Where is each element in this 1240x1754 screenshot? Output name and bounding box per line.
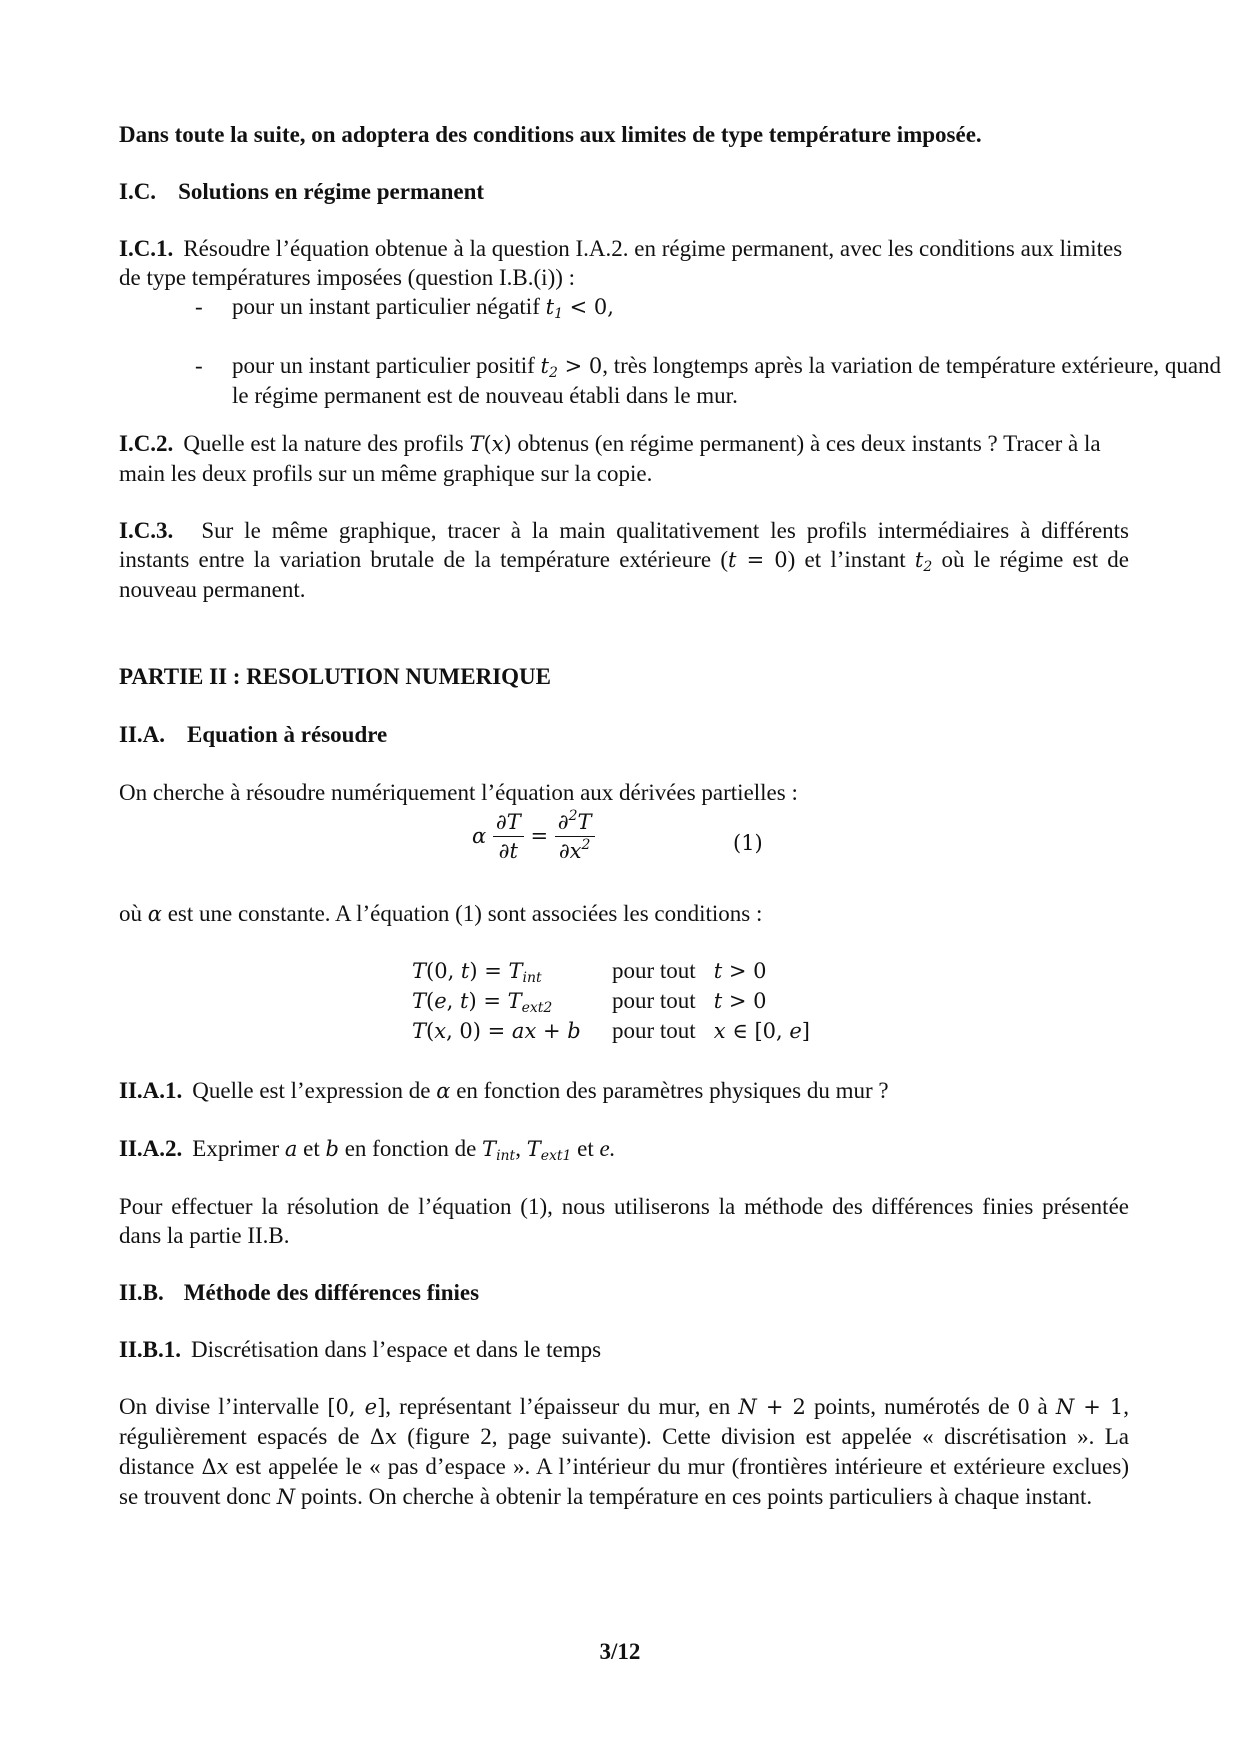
condition-label: pour tout [612, 958, 696, 983]
section-title: Equation à résoudre [187, 722, 388, 747]
question-ic3: I.C.3. Sur le même graphique, tracer à la main qualitativement les profils intermédiaires à différents instants entre la variation brutale de la température extérieure (t = 0) et l’instant $t_2$ où le régime est de nouveau permanent. [119, 518, 1130, 602]
question-label: I.C.2. [119, 431, 174, 456]
text: où [119, 901, 142, 926]
math-t2-positive: $t_2$ [540, 354, 558, 381]
fraction-d2T-dx2: $\frac{\partial^2T}{\partial x^2}$ [555, 808, 595, 865]
question-text-continued: ) et l’instant [787, 547, 906, 572]
method-paragraph: Pour effectuer la résolution de l’équation (1), nous utiliserons la méthode des différences finies présentée dans la partie II.B. [119, 1194, 1129, 1248]
condition-row: T(x, 0) = ax + b pour tout x ∈ [0, e] [412, 1016, 810, 1046]
section-iib-heading [119, 1278, 1129, 1307]
text: et [303, 1136, 320, 1161]
question-label: I.C.1. [119, 236, 174, 261]
math-Tx: T [469, 432, 484, 456]
section-title: Méthode des différences finies [183, 1280, 480, 1305]
equation-number: (1) [733, 831, 763, 855]
question-text: Exprimer [192, 1136, 280, 1161]
part-ii-title: PARTIE II : RESOLUTION NUMERIQUE [119, 664, 551, 689]
condition-label: pour tout [612, 1018, 696, 1043]
subsection-iib1 [119, 1335, 1129, 1364]
section-ic-heading [119, 177, 1129, 206]
list-bullet: - [195, 294, 203, 319]
iia-intro: On cherche à résoudre numériquement l’équation aux dérivées partielles : [119, 780, 798, 805]
section-number: II.A. [119, 722, 166, 747]
equation-heat: α $\frac{\partial T}{\partial t}$ = $\frac{\partial^2T}{\partial x^2}$ [472, 808, 595, 865]
math-t2: $t_2$ [914, 548, 933, 575]
question-text: Quelle est l’expression de [192, 1078, 431, 1103]
page-number: 3/12 [599, 1639, 641, 1664]
text: , représentant l’épaisseur du mur, en [385, 1394, 731, 1419]
question-ic1 [119, 234, 1129, 292]
section-number: I.C. [119, 179, 157, 204]
text: , régulièrement espacés de [119, 1394, 1130, 1449]
discretisation-paragraph: On divise l’intervalle [0, e], représentant l’épaisseur du mur, en N + 2 points, numérotés de 0 à N + 1, régulièrement espacés de Δx (figure 2, page suivante). Cette division est appelée « discrétisation ». La distance Δx est appelée le « pas d’espace ». A l’intérieur du mur (frontières intérieure et extérieure exclues) se trouvent donc N points. On cherche à obtenir la température en ces points particuliers à chaque instant. [119, 1394, 1130, 1509]
subsection-label: II.B.1. [119, 1337, 181, 1362]
question-text-end: où le régime est de nouveau permanent. [119, 547, 1130, 602]
condition-label: pour tout [612, 988, 696, 1013]
condition-row: T(0, $t) = T_{int}$ pour tout t > 0 [412, 958, 767, 986]
fraction-dT-dt: $\frac{\partial T}{\partial t}$ [493, 808, 524, 865]
section-number: II.B. [119, 1280, 164, 1305]
question-text: Sur le même graphique, tracer à la main qualitativement les profils intermédiaires à différents instants entre la variation brutale de la température extérieure ( [119, 518, 1129, 572]
list-item: - pour un instant particulier négatif $t_1 < 0$, [195, 294, 614, 322]
math-alpha: α [147, 902, 162, 926]
math-t1-negative: $t_1$ [545, 295, 563, 322]
text: (figure 2, page suivante). Cette division est appelée « discrétisation ». La distance [119, 1424, 1130, 1479]
question-text-continued: en fonction des paramètres physiques du mur ? [456, 1078, 889, 1103]
section-title: Solutions en régime permanent [178, 179, 485, 204]
list-item-text: , très longtemps après la variation de température extérieure, quand le régime permanent est de nouveau établi dans le mur. [232, 353, 1222, 408]
text: points, numérotés de 0 à [813, 1394, 1048, 1419]
list-item-prefix: pour un instant particulier positif [232, 353, 535, 378]
question-label: II.A.2. [119, 1136, 183, 1161]
question-text: Quelle est la nature des profils [183, 431, 464, 456]
condition-row: T(e, $t) = T_{ext2}$ pour tout t > 0 [412, 988, 767, 1016]
after-equation-text [119, 899, 1129, 929]
section-iia-heading [119, 720, 1129, 749]
list-bullet: - [195, 353, 203, 378]
question-iia2: II.A.2. Exprimer a et b en fonction de $T_{int}$, $T_{ext1}$ et e. [119, 1136, 616, 1164]
text: et [577, 1136, 594, 1161]
question-iia1: II.A.1. Quelle est l’expression de α en fonction des paramètres physiques du mur ? [119, 1078, 889, 1103]
text: est une constante. A l’équation (1) sont associées les conditions : [167, 901, 763, 926]
text: est appelée le « pas d’espace ». A l’intérieur du mur (frontières intérieure et extérieure exclues) se trouvent donc [119, 1454, 1130, 1509]
boundary-conditions [412, 956, 810, 1046]
question-text: Résoudre l’équation obtenue à la question I.A.2. en régime permanent, avec les conditions aux limites de type températures imposées (question I.B.(i)) : [119, 236, 1123, 290]
text: points. On cherche à obtenir la température en ces points particuliers à chaque instant. [300, 1484, 1093, 1509]
intro-statement: Dans toute la suite, on adoptera des conditions aux limites de type température imposée. [119, 122, 982, 147]
text: On divise l’intervalle [119, 1394, 320, 1419]
list-item: - pour un instant particulier positif $t_2 > 0$, très longtemps après la variation de température extérieure, quand le régime permanent est de nouveau établi dans le mur. [195, 353, 1222, 408]
question-label: I.C.3. [119, 518, 174, 543]
list-item-text: pour un instant particulier négatif [232, 294, 540, 319]
text: en fonction de [344, 1136, 477, 1161]
subsection-title: Discrétisation dans l’espace et dans le temps [191, 1337, 602, 1362]
question-label: II.A.1. [119, 1078, 183, 1103]
question-ic2: I.C.2. Quelle est la nature des profils T(x) obtenus (en régime permanent) à ces deux instants ? Tracer à la main les deux profils sur un même graphique sur la copie. [119, 431, 1101, 486]
question-text-continued: obtenus (en régime permanent) à ces deux instants ? Tracer à la main les deux profils sur un même graphique sur la copie. [119, 431, 1101, 486]
text: e. [599, 1136, 616, 1161]
